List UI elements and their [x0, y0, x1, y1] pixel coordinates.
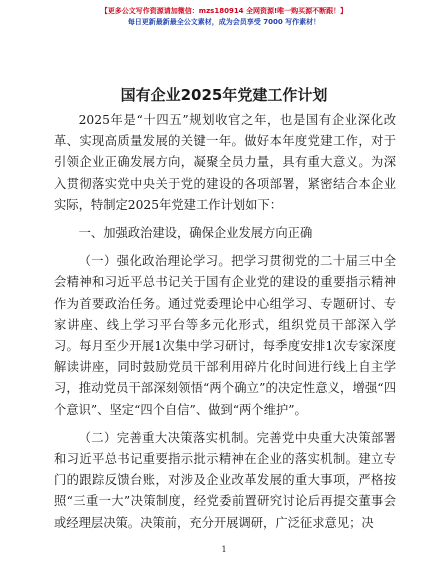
body-paragraph-1: （一）强化政治理论学习。把学习贯彻党的二十届三中全会精神和习近平总书记关于国有企业党的建设的重要指示精神作为首要政治任务。通过党委理论中心组学习、专题研讨、专家讲座、线上学习平台等多元化形式，组织党员干部深入学习。每月至少开展1次集中学习研讨，每季度安排1次专家深度解读讲座，同时鼓励党员干部利用碎片化时间进行线上自主学习，推动党员干部深刻领悟“两个确立”的决定性意义，增强“四个意识”、坚定“四个自信”、做到“两个维护”。 [54, 254, 396, 417]
intro-paragraph: 2025年是“十四五”规划收官之年，也是国有企业深化改革、实现高质量发展的关键一年。做好本年度党建工作，对于引领企业正确发展方向，凝聚全员力量，具有重大意义。为深入贯彻落实党中央关于党的建设的各项部署，紧密结合本企业实际，特制定2025年党建工作计划如下： [54, 113, 396, 212]
page-number: 1 [221, 545, 227, 554]
body-paragraph-2: （二）完善重大决策落实机制。完善党中央重大决策部署和习近平总书记重要指示批示精神在企业的落实机制。建立专门的跟踪反馈台账，对涉及企业改革发展的重大事项，严格按照“三重一大”决策制度，经党委前置研究讨论后再提交董事会或经理层决策。决策前，充分开展调研，广泛征求意见；决 [54, 430, 396, 530]
document-body [54, 110, 396, 534]
section-heading-1: 一、加强政治建设，确保企业发展方向正确 [78, 226, 313, 241]
promo-banner-line-2: 每日更新最新最全公文素材，成为会员享受 7000 写作素材！ [127, 18, 321, 26]
promo-banner [0, 6, 448, 28]
document-title: 国有企业2025年党建工作计划 [120, 86, 328, 104]
promo-banner-line-1: 【更多公文写作资源请加微信：mzs180914 全网资源!唯一购买源不断跟！】 [100, 7, 348, 15]
